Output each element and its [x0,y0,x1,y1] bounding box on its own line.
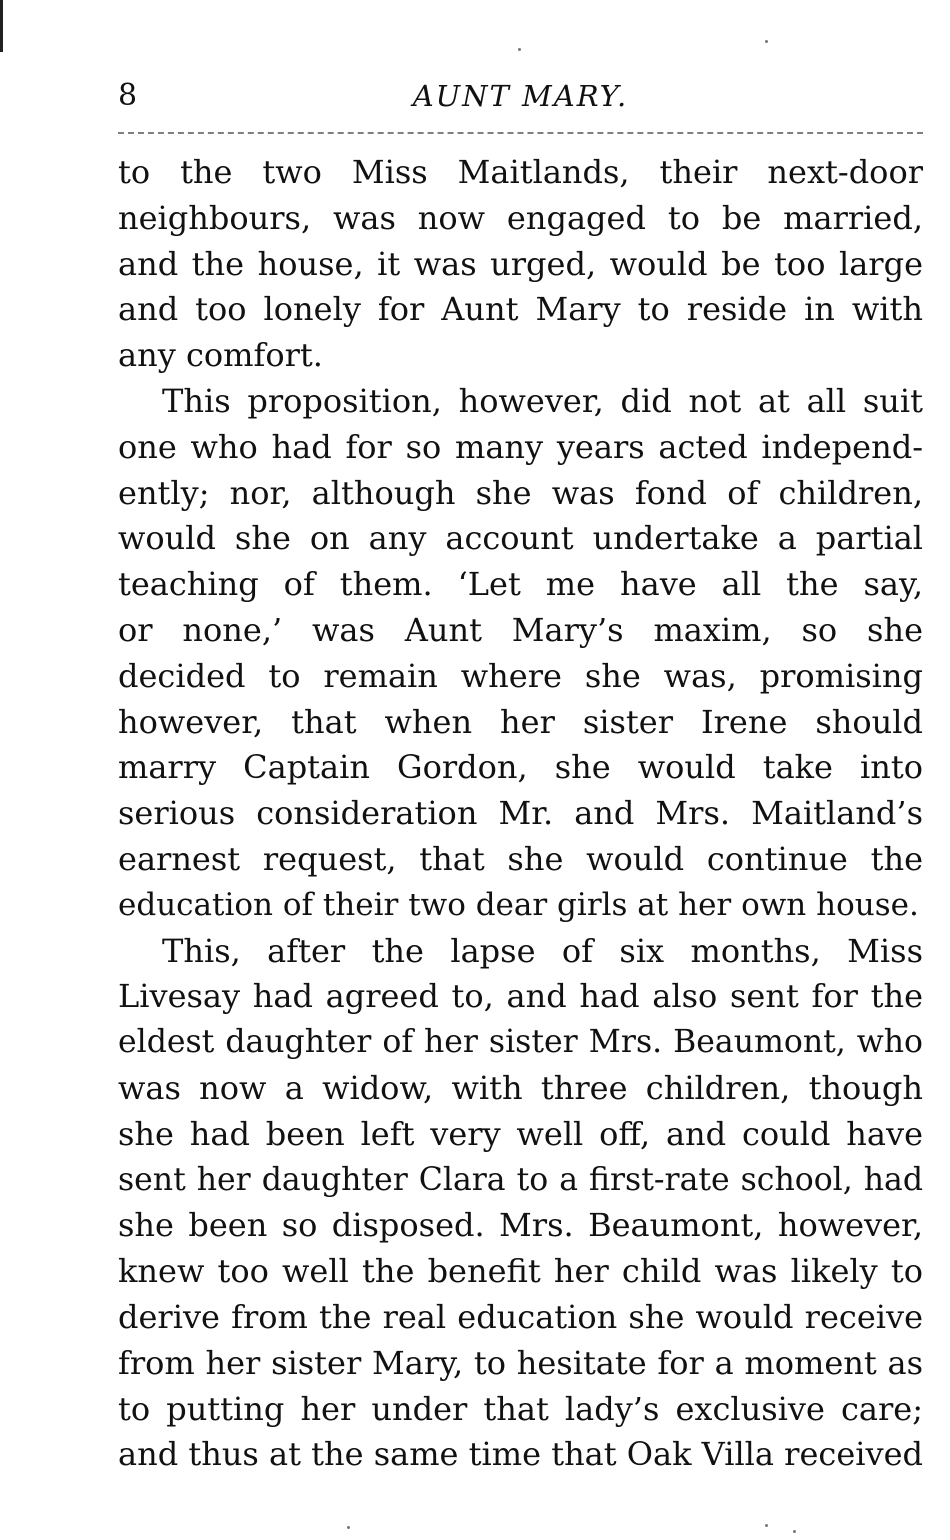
scan-speck [765,1524,768,1527]
text-line: to putting her under that lady’s exclusive care; [118,1389,923,1428]
text-line: derive from the real education she would receive [118,1297,923,1336]
text-line: education of their two dear girls at her own house. [118,886,919,923]
text-line: ently; nor, although she was fond of children, [118,473,923,512]
text-line: This proposition, however, did not at all suit [162,381,923,420]
header-rule [118,132,923,134]
text-line: Livesay had agreed to, and had also sent for the [118,977,923,1016]
body-text [118,150,923,1478]
text-line: any comfort. [118,336,323,375]
text-line: she been so disposed. Mrs. Beaumont, however, [118,1206,923,1245]
text-line: sent her daughter Clara to a first-rate school, had [118,1161,923,1198]
page-number: 8 [118,78,138,113]
text-line: would she on any account undertake a partial [118,519,923,558]
text-line: teaching of them. ‘Let me have all the say, [118,565,923,604]
text-line: and thus at the same time that Oak Villa received [118,1435,923,1474]
text-line: or none,’ was Aunt Mary’s maxim, so she [118,610,923,649]
scan-speck [765,40,768,43]
running-title: AUNT MARY. [412,79,629,113]
text-line: from her sister Mary, to hesitate for a moment as [118,1343,923,1382]
text-line: and too lonely for Aunt Mary to reside in with [118,290,923,329]
text-line: knew too well the benefit her child was likely to [118,1252,923,1291]
text-line: one who had for so many years acted independ- [118,427,923,466]
text-line: and the house, it was urged, would be too large [118,244,923,283]
text-line: was now a widow, with three children, though [118,1068,923,1107]
text-line: This, after the lapse of six months, Miss [162,931,923,970]
scan-speck [518,48,521,51]
text-line: serious consideration Mr. and Mrs. Maitland’s [118,794,923,833]
text-line: however, that when her sister Irene should [118,702,923,741]
text-line: marry Captain Gordon, she would take into [118,748,923,787]
text-line: she had been left very well off, and could have [118,1114,923,1153]
text-line: to the two Miss Maitlands, their next-door [118,153,923,191]
text-line: eldest daughter of her sister Mrs. Beaumont, who [118,1024,923,1061]
text-line: decided to remain where she was, promising [118,656,923,695]
scan-edge-mark [0,0,3,52]
text-line: earnest request, that she would continue the [118,839,923,878]
text-line: neighbours, was now engaged to be married, [118,198,923,237]
scan-speck [347,1526,350,1529]
page-header [118,76,923,120]
scan-speck [793,1530,796,1533]
